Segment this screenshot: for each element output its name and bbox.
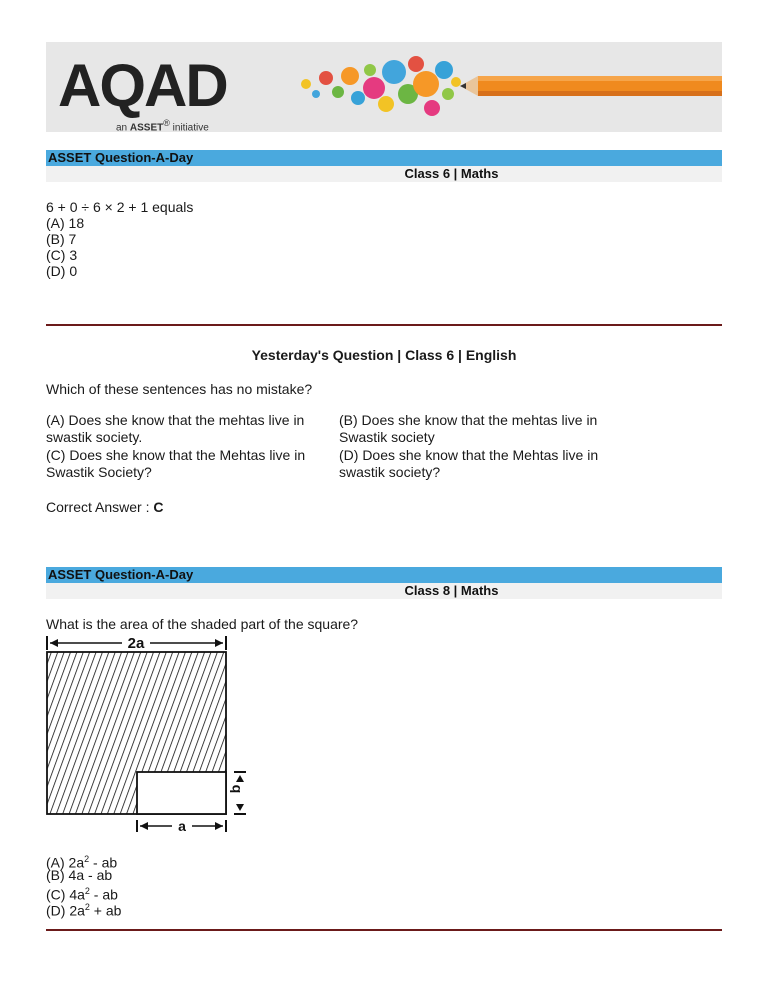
section1-option-d: (D) 0 <box>46 263 78 279</box>
section3-option-c: (C) $4a^2$ - ab <box>46 886 118 903</box>
section1-subheader: Class 6 | Maths <box>404 166 499 181</box>
label-a: a <box>178 818 186 834</box>
divider <box>46 324 722 326</box>
section3-option-d: (D) $2a^2$ + ab <box>46 902 122 919</box>
section3-option-a: (A) $2a^2$ - ab <box>46 854 118 871</box>
aqad-logo <box>58 52 268 134</box>
label-2a: 2a <box>127 636 145 652</box>
correct-answer-value: C <box>153 499 164 515</box>
section1-subheader-bar <box>46 166 722 182</box>
section3-subheader-bar <box>46 583 722 599</box>
section3-subheader: Class 8 | Maths <box>404 583 499 598</box>
section2-title: Yesterday's Question | Class 6 | English <box>251 347 517 363</box>
section1-question: 6 + 0 ÷ 6 × 2 + 1 equals <box>46 199 194 215</box>
shaded-square-figure <box>44 636 254 836</box>
section2-option-a: (A) Does she know that the mehtas live in swastik society. <box>46 412 305 445</box>
section2-option-c: (C) Does she know that the Mehtas live in Swastik Society? <box>46 447 306 480</box>
section3-header: ASSET Question-A-Day <box>48 567 194 582</box>
section3-option-b: (B) 4a - ab <box>46 867 113 883</box>
section1-header: ASSET Question-A-Day <box>48 150 194 165</box>
section2-option-d: (D) Does she know that the Mehtas live in swastik society? <box>339 447 599 480</box>
section3-header-bar <box>46 567 722 583</box>
section2-question: Which of these sentences has no mistake? <box>46 381 313 397</box>
section1-option-a: (A) 18 <box>46 215 85 231</box>
section2-option-b: (B) Does she know that the mehtas live in Swastik society <box>339 412 598 445</box>
section1-option-b: (B) 7 <box>46 231 77 247</box>
section2-answer: Correct Answer : C <box>46 499 164 515</box>
label-b: b <box>227 784 243 794</box>
section1-option-c: (C) 3 <box>46 247 78 263</box>
pencil-icon <box>256 42 722 132</box>
divider-bottom <box>46 929 722 931</box>
banner <box>46 42 722 132</box>
section3-question: What is the area of the shaded part of the square? <box>46 616 359 632</box>
logo-text: AQAD <box>58 52 227 119</box>
logo-subtitle: an ASSET® initiative <box>116 118 209 134</box>
section1-header-bar <box>46 150 722 166</box>
